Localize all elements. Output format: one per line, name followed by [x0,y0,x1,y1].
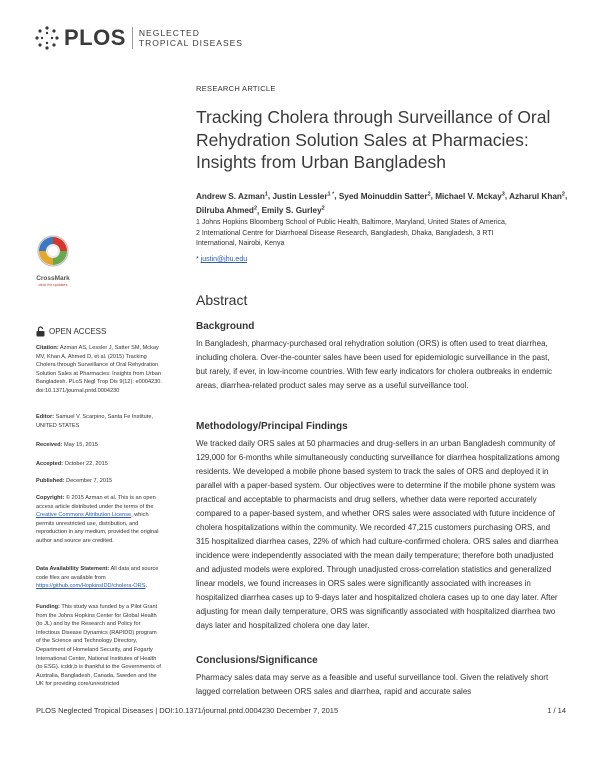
received-label: Received: [36,442,63,448]
received-date: May 15, 2015 [62,442,98,448]
author-list: Andrew S. Azman$^1$, Justin Lessler$^{1 *}$, Syed Moinuddin Satter$^2$, Michael V. Mckay$^3$, Azharul Khan$^2$, Dilruba Ahmed$^2$, Emily S. Gurley$^2$ [196,191,568,216]
article-type: RESEARCH ARTICLE [196,84,276,93]
copyright-block [36,494,162,546]
accepted-label: Accepted: [36,461,64,467]
plos-dots-icon [34,25,60,51]
citation-block [36,344,162,396]
funding-text: This study was funded by a Pilot Grant from the Johns Hopkins Center for Global Health (to JL) and by the Research and Policy for Infectious Disease Dynamics (RAPIDD) program of the Science and Technology Directory, Department of Homeland Security, and Fogarty International Center, National Institutes of Health (to ESG). icddr,b is thankful to the Governments of Australia, Bangladesh, Canada, Sweden and the UK for providing core/unrestricted [36,604,161,688]
data-availability-end: . [145,583,147,590]
methods-heading: Methodology/Principal Findings [196,421,348,432]
github-link[interactable]: https://github.com/HopkinsIDD/cholera-ORS [36,583,146,590]
received-block [36,441,162,450]
crossmark-label: CrossMark [36,275,70,282]
funding-block [36,603,162,689]
author[interactable]: Dilruba Ahmed$^2$ [196,205,257,216]
author[interactable]: Andrew S. Azman$^1$ [196,191,268,201]
affiliation-line: International, Nairobi, Kenya [196,240,285,247]
correspondence-email-link[interactable]: justin@jhu.edu [200,256,248,263]
open-access-label [36,326,106,337]
editor-text: Samuel V. Scarpino, Santa Fe Institute, UNITED STATES [36,414,154,429]
citation-text: Azman AS, Lessler J, Satter SM, Mckay MV, Khan A, Ahmed D, et al. (2015) Tracking Cholera through Surveillance of Oral Rehydration Solution Sales at Pharmacies: Insights from Urban Bangladesh. PLoS Negl Trop Dis 9(12): e0004230. doi:10.1371/journal.pntd.0004230 [36,345,162,394]
citation-label: Citation: [36,345,59,351]
journal-name-line1: NEGLECTED [138,28,200,38]
background-heading: Background [196,321,255,332]
journal-name [139,28,243,48]
correspondence-marker: * [196,256,199,263]
open-access-text: OPEN ACCESS [49,327,107,336]
page-number: 1 / 14 [547,706,566,715]
editor-label: Editor: [36,414,55,420]
conclusions-paragraph: Pharmacy sales data may serve as a feasible and useful surveillance tool. Given the relatively short lagged correlation between ORS sales and diarrhea, rapid and accurate sales [196,673,549,696]
affiliation-line: 2 International Centre for Diarrhoeal Disease Research, Bangladesh, Dhaka, Bangladesh, 3 RTI [196,229,494,237]
author[interactable]: Justin Lessler$^{1 *}$ [272,191,335,201]
accepted-date: October 22, 2015 [63,461,108,467]
footer-citation: PLOS Neglected Tropical Diseases | DOI:10.1371/journal.pntd.0004230 December 7, 2015 [36,706,339,715]
methods-paragraph: We tracked daily ORS sales at 50 pharmacies and drug-sellers in an urban Bangladesh community of 129,000 for 6-months while simultaneously conducting surveillance for diarrhea hospitalizations among residents. We developed a mobile phone based system to track the sales of ORS and deployed it in parallel with a paper-based system. Our objectives were to determine if the mobile phone system was practical and acceptable to pharmacists and drug sellers, whether data were reported accurately compared to a paper-based system, and whether ORS sales were associated with future incidence of cholera hospitalizations within the community. We recorded 47,215 customers purchasing ORS, and 315 hospitalized diarrhea cases, 22% of which had culture-confirmed cholera. ORS sales and diarrhea incidence were independently associated with the mean daily temperature; therefore both unadjusted and adjusted models were explored. Through unadjusted cross-correlation statistics and generalized linear models, we found increases in ORS sales were significantly associated with increases in hospitalized diarrhea cases up to 9-days later and hospitalized cholera cases up to one day later. After adjusting for mean daily temperature, ORS was significantly associated with hospitalized diarrhea two days later and hospitalized cholera one day later. [196,439,560,630]
published-date: December 7, 2015 [64,478,113,484]
copyright-label: Copyright: [36,495,65,501]
affiliations [196,218,566,250]
author[interactable]: Michael V. Mckay$^3$ [435,191,505,201]
conclusions-heading: Conclusions/Significance [196,655,318,666]
plos-wordmark: PLOS [64,25,126,50]
author[interactable]: Emily S. Gurley$^2$ [261,205,325,216]
logo-divider [132,27,133,49]
abstract-heading: Abstract [196,292,248,308]
data-availability-text: All data and source code files are available from [36,566,159,581]
funding-label: Funding: [36,604,60,610]
author[interactable]: Azharul Khan$^2$ [509,191,565,201]
license-link[interactable]: Creative Commons Attribution License [36,512,132,519]
copyright-text: © 2015 Azman et al. This is an open access article distributed under the terms of the [36,495,156,510]
copyright-text-end: , which permits unrestricted use, distribution, and reproduction in any medium, provided the original author and source are credited. [36,512,159,544]
journal-name-line2: TROPICAL DISEASES [138,38,243,48]
published-block [36,477,162,486]
published-label: Published: [36,478,65,484]
accepted-block [36,460,162,469]
affiliation-line: 1 Johns Hopkins Bloomberg School of Public Health, Baltimore, Maryland, United States of America, [196,219,507,226]
correspondence [196,256,247,263]
editor-block [36,413,162,430]
data-availability-label: Data Availability Statement: [36,566,110,572]
article-title: Tracking Cholera through Surveillance of Oral Rehydration Solution Sales at Pharmacies: Insights from Urban Bangladesh [196,107,551,172]
open-lock-icon [36,326,45,337]
crossmark-badge[interactable] [32,232,74,286]
journal-logo [34,24,254,52]
crossmark-sublabel: click for updates [38,282,68,287]
author[interactable]: Syed Moinuddin Satter$^2$ [338,191,431,201]
data-availability-block [36,565,162,591]
background-paragraph: In Bangladesh, pharmacy-purchased oral rehydration solution (ORS) is often used to treat diarrhea, including cholera. Over-the-counter sales have been used for epidemiologic surveillance in the past, but rarely, if ever, in low-income countries. With few early indicators for cholera outbreaks in endemic areas, diarrhea-related product sales may serve as a useful surveillance tool. [196,339,553,390]
crossmark-icon [32,232,74,272]
